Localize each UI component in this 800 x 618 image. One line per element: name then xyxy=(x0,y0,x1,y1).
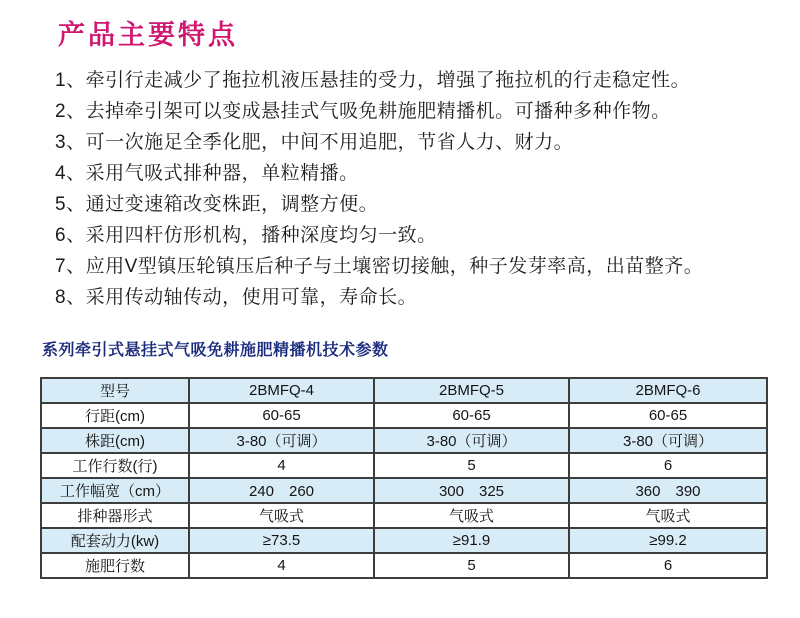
spec-cell: 60-65 xyxy=(569,403,767,428)
spec-cell: 6 xyxy=(569,453,767,478)
spec-table-title: 系列牵引式悬挂式气吸免耕施肥精播机技术参数 xyxy=(42,342,389,359)
row-label: 株距(cm) xyxy=(41,428,189,453)
spec-cell: 5 xyxy=(374,553,569,578)
spec-cell: 3-80（可调） xyxy=(374,428,569,453)
feature-item-3: 3、可一次施足全季化肥，中间不用追肥，节省人力、财力。 xyxy=(55,132,574,153)
row-label: 排种器形式 xyxy=(41,503,189,528)
spec-cell: 气吸式 xyxy=(569,503,767,528)
row-label: 配套动力(kw) xyxy=(41,528,189,553)
spec-cell: 4 xyxy=(189,553,374,578)
spec-cell: 300 325 xyxy=(374,478,569,503)
feature-item-6: 6、采用四杆仿形机构，播种深度均匀一致。 xyxy=(55,225,437,246)
row-label: 工作行数(行) xyxy=(41,453,189,478)
spec-cell: 5 xyxy=(374,453,569,478)
table-header-row xyxy=(41,378,767,403)
spec-cell: 3-80（可调） xyxy=(569,428,767,453)
spec-cell: 240 260 xyxy=(189,478,374,503)
spec-cell: ≥99.2 xyxy=(569,528,767,553)
spec-cell: 60-65 xyxy=(189,403,374,428)
table-row-fertilizer-rows xyxy=(41,553,767,578)
header-cell-model-3: 2BMFQ-6 xyxy=(569,378,767,403)
feature-item-4: 4、采用气吸式排种器，单粒精播。 xyxy=(55,163,359,184)
spec-cell: 3-80（可调） xyxy=(189,428,374,453)
row-label: 施肥行数 xyxy=(41,553,189,578)
spec-cell: 60-65 xyxy=(374,403,569,428)
header-cell-model-2: 2BMFQ-5 xyxy=(374,378,569,403)
feature-list xyxy=(55,65,800,313)
table-row-seeder-type xyxy=(41,503,767,528)
spec-cell: 360 390 xyxy=(569,478,767,503)
feature-item-8: 8、采用传动轴传动，使用可靠，寿命长。 xyxy=(55,287,418,308)
spec-table xyxy=(40,377,768,579)
spec-cell: 气吸式 xyxy=(189,503,374,528)
spec-cell: 6 xyxy=(569,553,767,578)
table-row-working-rows xyxy=(41,453,767,478)
feature-item-7: 7、应用V型镇压轮镇压后种子与土壤密切接触，种子发芽率高，出苗整齐。 xyxy=(55,256,704,277)
feature-item-1: 1、牵引行走减少了拖拉机液压悬挂的受力，增强了拖拉机的行走稳定性。 xyxy=(55,70,691,91)
spec-cell: ≥91.9 xyxy=(374,528,569,553)
table-row-row-spacing xyxy=(41,403,767,428)
table-row-plant-spacing xyxy=(41,428,767,453)
header-cell-model-1: 2BMFQ-4 xyxy=(189,378,374,403)
header-cell-model: 型号 xyxy=(41,378,189,403)
spec-cell: 气吸式 xyxy=(374,503,569,528)
spec-cell: 4 xyxy=(189,453,374,478)
table-row-working-width xyxy=(41,478,767,503)
table-row-matched-power xyxy=(41,528,767,553)
row-label: 行距(cm) xyxy=(41,403,189,428)
feature-item-5: 5、通过变速箱改变株距，调整方便。 xyxy=(55,194,379,215)
page-title: 产品主要特点 xyxy=(58,20,238,50)
spec-cell: ≥73.5 xyxy=(189,528,374,553)
product-sheet xyxy=(0,18,800,579)
feature-item-2: 2、去掉牵引架可以变成悬挂式气吸免耕施肥精播机。可播种多种作物。 xyxy=(55,101,671,122)
row-label: 工作幅宽（cm） xyxy=(41,478,189,503)
